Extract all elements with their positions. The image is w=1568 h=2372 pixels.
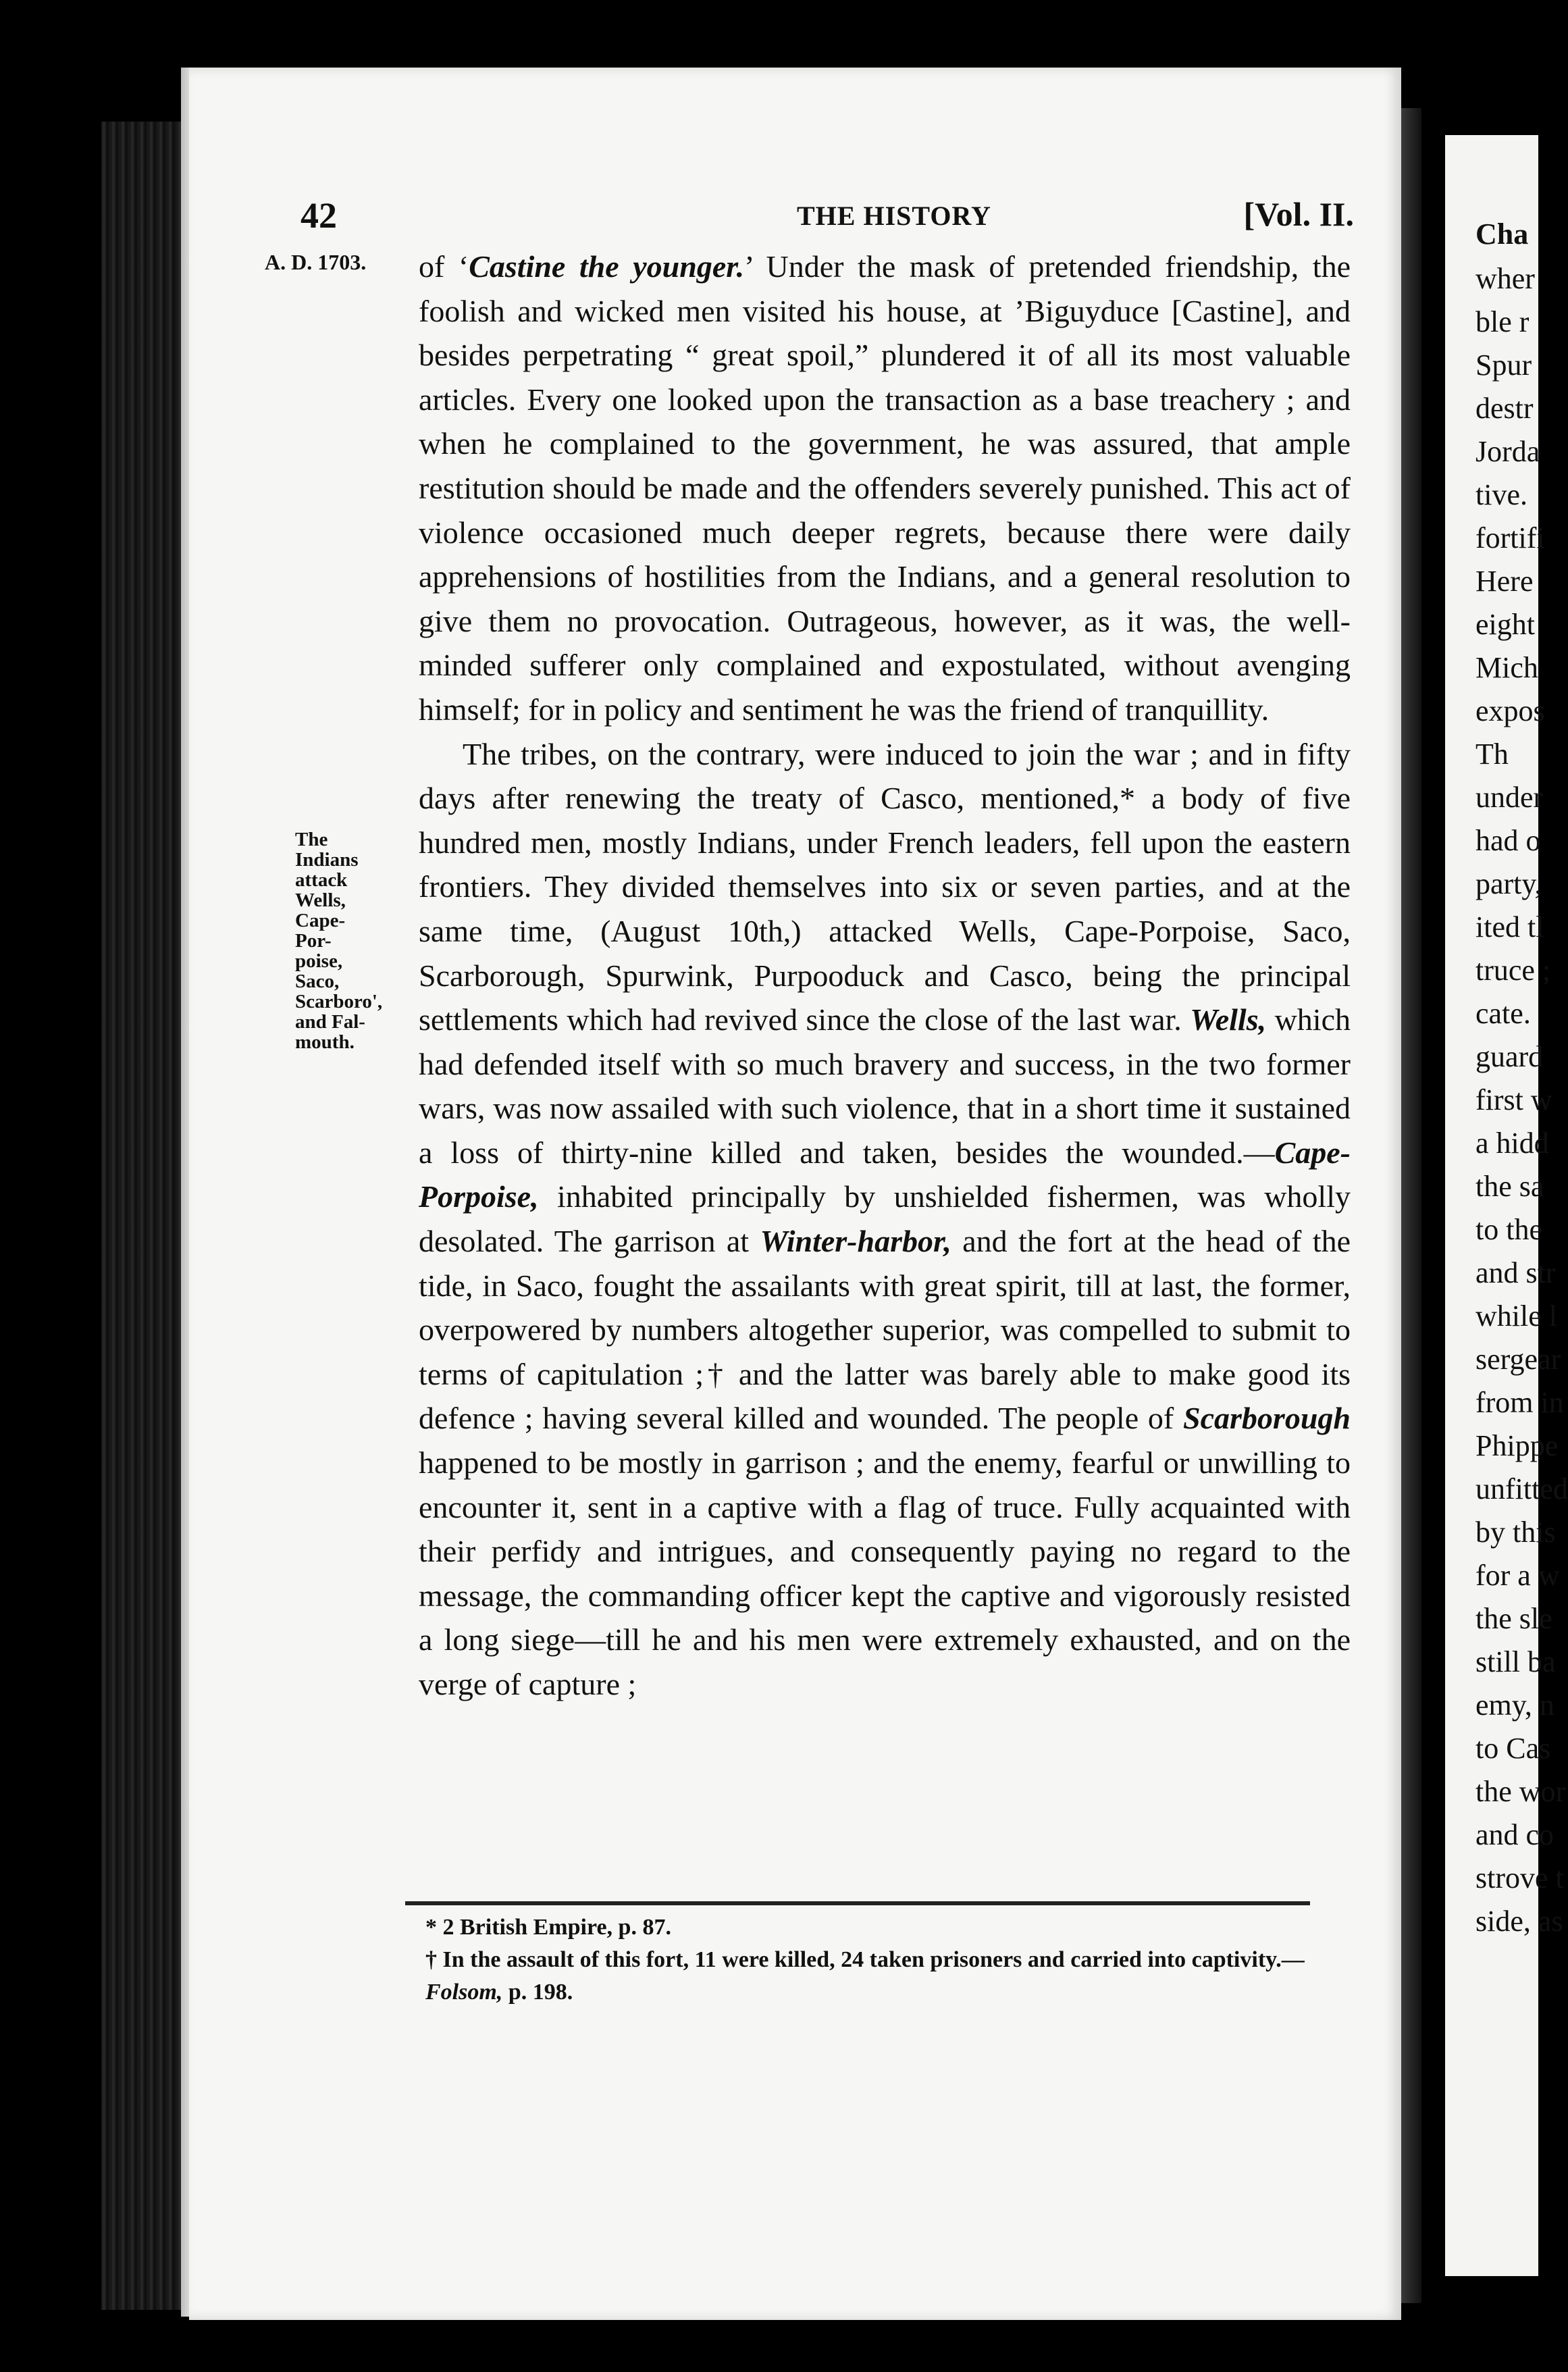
next-page-line: fortifi <box>1475 521 1545 555</box>
next-page-line: truce ; <box>1475 954 1551 987</box>
next-page-line: had o <box>1475 824 1541 857</box>
next-page-line: Jorda <box>1475 435 1540 468</box>
next-page-line: by this <box>1475 1516 1556 1549</box>
footnote-rule <box>405 1901 1310 1905</box>
next-page-line: cate. <box>1475 997 1531 1030</box>
next-page-line: and co <box>1475 1818 1554 1851</box>
footnote-1: * 2 British Empire, p. 87. <box>425 1915 671 1940</box>
footnote-2: † In the assault of this fort, 11 were killed, 24 taken prisoners and carried into captivity.—Folsom, p. 198. <box>425 1947 1305 2005</box>
page-number: 42 <box>300 195 337 236</box>
next-page-line: for a w <box>1475 1559 1560 1592</box>
next-page-line: party, <box>1475 867 1542 900</box>
next-page-line: ble r <box>1475 305 1530 338</box>
next-page-line: to the <box>1475 1213 1542 1246</box>
next-page-line: the sa <box>1475 1170 1544 1203</box>
margin-date: A. D. 1703. <box>265 250 367 274</box>
next-page-line: to Cas <box>1475 1732 1551 1765</box>
next-page-line: strove t <box>1475 1861 1564 1894</box>
paragraph-1: of ‘Castine the younger.’ Under the mask of pretended friendship, the foolish and wicked men visited his house, at ’Biguyduce [Castine], and besides perpetrating “ great spoil,” plundered it of all its most valuable articles. Every one looked upon the transaction as a base treachery ; and when he complained to the government, he was assured, that ample restitution should be made and the offenders severely punished. This act of violence occasioned much deeper regrets, because there were daily apprehensions of hostilities from the Indians, and a general resolution to give them no provocation. Outrageous, however, as it was, the well-minded sufferer only complained and expostulated, without avenging himself; for in policy and sentiment he was the friend of tranquillity. <box>419 249 1351 727</box>
margin-side-note: The Indians attack Wells, Cape-Por- poise, Saco, Scarboro', and Fal- mouth. <box>295 829 383 1053</box>
next-page-line: Mich <box>1475 651 1538 684</box>
next-page-line: and str <box>1475 1256 1556 1289</box>
book-spine <box>101 122 192 2310</box>
next-page-line: still ba <box>1475 1645 1556 1678</box>
next-page-line: expos <box>1475 694 1545 727</box>
next-page-line: first w <box>1475 1083 1552 1116</box>
next-page-fragment <box>1445 135 1568 2276</box>
next-page-line: Spur <box>1475 349 1532 382</box>
body-text <box>419 244 1351 1707</box>
next-page-lines <box>1445 257 1568 1943</box>
next-page-line: the sle <box>1475 1602 1552 1635</box>
running-head <box>300 195 1354 242</box>
next-page-header: Cha <box>1475 217 1529 251</box>
next-page-line: emy, n <box>1475 1688 1554 1722</box>
paragraph-2: The tribes, on the contrary, were induced to join the war ; and in fifty days after renewing the treaty of Casco, mentioned,* a body of five hundred men, mostly Indians, under French leaders, fell upon the eastern frontiers. They divided themselves into six or seven parties, and at the same time, (August 10th,) attacked Wells, Cape-Porpoise, Saco, Scarborough, Spurwink, Purpooduck and Casco, being the principal settlements which had revived since the close of the last war. Wells, which had defended itself with so much bravery and success, in the two former wars, was now assailed with such violence, that in a short time it sustained a loss of thirty-nine killed and taken, besides the wounded.—Cape-Porpoise, inhabited principally by unshielded fishermen, was wholly desolated. The garrison at Winter-harbor, and the fort at the head of the tide, in Saco, fought the assailants with great spirit, till at last, the former, overpowered by numbers altogether superior, was compelled to submit to terms of capitulation ;† and the latter was barely able to make good its defence ; having several killed and wounded. The people of Scarborough happened to be mostly in garrison ; and the enemy, fearful or unwilling to encounter it, sent in a captive with a flag of truce. Fully acquainted with their perfidy and intrigues, and consequently paying no regard to the message, the commanding officer kept the captive and vigorously resisted a long siege—till he and his men were extremely exhausted, and on the verge of capture ; <box>419 736 1351 1701</box>
next-page-line: eight <box>1475 608 1535 641</box>
next-page-line: a hidd <box>1475 1127 1549 1160</box>
next-page-line: wher <box>1475 262 1535 295</box>
next-page-line: while l <box>1475 1299 1557 1333</box>
next-page-line: under <box>1475 781 1544 814</box>
running-title: THE HISTORY <box>797 201 991 231</box>
footnotes <box>405 1911 1324 2009</box>
next-page-line: Phippe <box>1475 1429 1559 1462</box>
next-page-line: ited tl <box>1475 910 1544 944</box>
next-page-line: Th <box>1475 738 1509 771</box>
page-gutter <box>1401 108 1421 2303</box>
volume-label: [Vol. II. <box>1243 195 1354 233</box>
next-page-line: sergear <box>1475 1343 1561 1376</box>
next-page-line: from in <box>1475 1386 1564 1419</box>
next-page-line: Here <box>1475 565 1534 598</box>
next-page-line: the wor <box>1475 1775 1566 1808</box>
next-page-line: tive. <box>1475 478 1527 511</box>
next-page-line: side, as <box>1475 1905 1563 1938</box>
next-page-line: unfitted <box>1475 1472 1568 1505</box>
next-page-line: guard <box>1475 1040 1544 1073</box>
next-page-line: destr <box>1475 392 1534 425</box>
